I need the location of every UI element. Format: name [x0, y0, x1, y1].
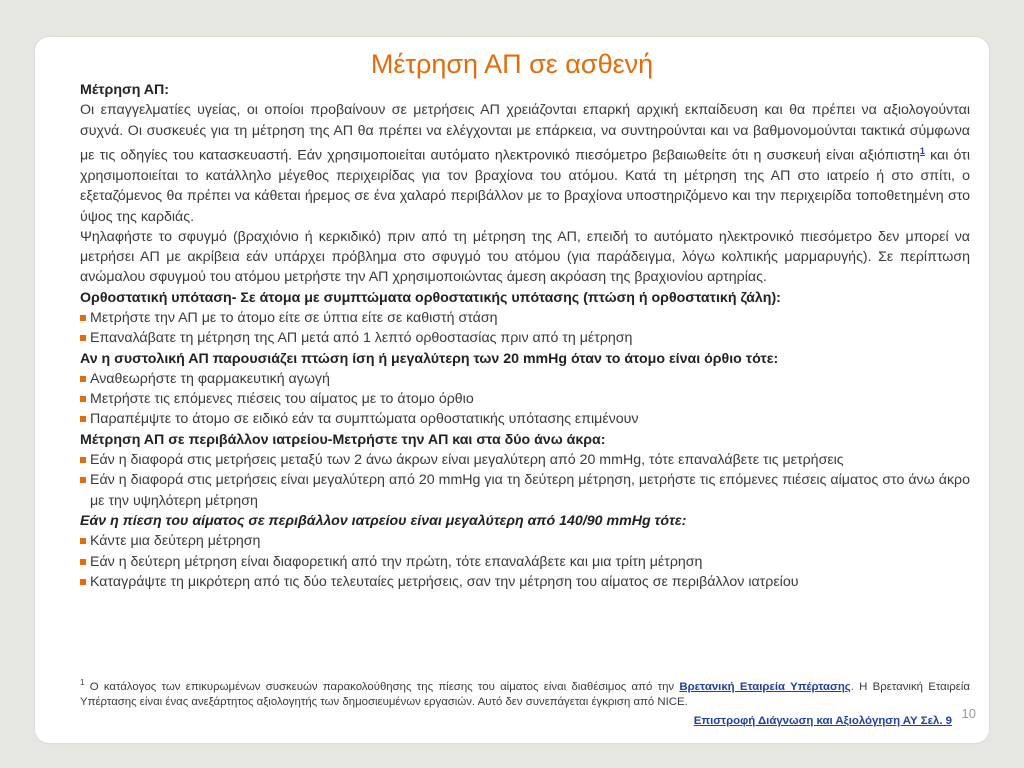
bullet-square-icon	[80, 579, 86, 585]
footnote-reference-link[interactable]: 1	[919, 145, 925, 156]
slide-title: Μέτρηση ΑΠ σε ασθενή	[370, 49, 654, 79]
bullet-text: Μετρήστε την ΑΠ με το άτομο είτε σε ύπτια είτε σε καθιστή στάση	[90, 310, 498, 326]
section-heading: Μέτρηση ΑΠ σε περιβάλλον ιατρείου-Μετρήστε την ΑΠ και στα δύο άνω άκρα:	[80, 431, 606, 448]
bullet-item	[80, 409, 970, 429]
bullet-item	[80, 369, 970, 389]
bullet-square-icon	[80, 335, 86, 341]
bullet-square-icon	[80, 396, 86, 402]
paragraph: Ψηλαφήστε το σφυγμό (βραχιόνιο ή κερκιδικό) πριν από τη μέτρηση της ΑΠ, επειδή το αυτόματο ηλεκτρονικό πιεσόμετρο δεν μπορεί να μετρήσει ΑΠ με ακρίβεια εάν υπάρχει πρόβλημα στο σφυγμό του ατόμου (για παράδειγμα, λόγω κολπικής μαρμαρυγής). Σε περίπτωση ανώμαλου σφυγμού του ατόμου μετρήστε την ΑΠ χρησιμοποιώντας άμεση ακρόαση της βραχιονίου αρτηρίας.	[80, 228, 970, 286]
bullet-text: Εάν η διαφορά στις μετρήσεις μεταξύ των 2 άνω άκρων είναι μεγαλύτερη από 20 mmHg, τότε επαναλάβετε τις μετρήσεις	[90, 452, 844, 469]
bullet-item	[80, 328, 970, 348]
bullet-text: Επαναλάβατε τη μέτρηση της ΑΠ μετά από 1 λεπτό ορθοστασίας πριν από τη μέτρηση	[90, 330, 633, 347]
page-number: 10	[961, 706, 976, 721]
bullet-square-icon	[80, 457, 86, 463]
bullet-square-icon	[80, 315, 86, 321]
slide-content	[80, 80, 970, 592]
paragraph-text: Οι επαγγελματίες υγείας, οι οποίοι προβαίνουν σε μετρήσεις ΑΠ χρειάζονται επαρκή αρχική εκπαίδευση και θα πρέπει να αξιολογούνται συχνά. Οι συσκευές για τη μέτρηση της ΑΠ θα πρέπει να ελέγχονται με επάρκεια, να συντηρούνται και να βαθμονομούνται τακτικά σύμφωνα με τις οδηγίες του κατασκευαστή. Εάν χρησιμοποιείται αυτόματο ηλεκτρονικό πιεσόμετρο βεβαιωθείτε ότι η συσκευή είναι αξιόπιστη	[80, 102, 970, 164]
footnote-number: 1	[80, 678, 85, 687]
bullet-item	[80, 470, 970, 511]
bullet-item	[80, 552, 970, 572]
bullet-item	[80, 308, 970, 328]
bullet-square-icon	[80, 416, 86, 422]
bullet-square-icon	[80, 538, 86, 544]
bullet-text: Αναθεωρήστε τη φαρμακευτική αγωγή	[90, 370, 330, 387]
footnote	[80, 675, 970, 710]
bullet-text: Παραπέμψτε το άτομο σε ειδικό εάν τα συμπτώματα ορθοστατικής υπότασης επιμένουν	[90, 411, 639, 428]
british-hypertension-society-link[interactable]: Βρετανική Εταιρεία Υπέρτασης	[679, 680, 851, 693]
bullet-square-icon	[80, 477, 86, 483]
bullet-square-icon	[80, 376, 86, 382]
bullet-item	[80, 572, 970, 592]
back-to-diagnosis-link[interactable]: Επιστροφή Διάγνωση και Αξιολόγηση ΑΥ Σελ. 9	[693, 715, 952, 727]
paragraph	[80, 100, 970, 227]
bullet-text: Εάν η διαφορά στις μετρήσεις είναι μεγαλύτερη από 20 mmHg για τη δεύτερη μέτρηση, μετρήστε τις επόμενες πιέσεις αίματος στο άνω άκρο με την υψηλότερη μέτρηση	[90, 472, 970, 509]
bullet-text: Μετρήστε τις επόμενες πιέσεις του αίματος με το άτομο όρθιο	[90, 391, 474, 408]
bullet-item	[80, 389, 970, 409]
bullet-item	[80, 531, 970, 551]
footnote-text: Ο κατάλογος των επικυρωμένων συσκευών παρακολούθησης της πίεσης του αίματος είναι διαθέσιμος από την	[84, 680, 680, 693]
section-heading: Αν η συστολική ΑΠ παρουσιάζει πτώση ίση ή μεγαλύτερη των 20 mmHg όταν το άτομο είναι όρθιο τότε:	[80, 350, 779, 367]
bullet-text: Εάν η δεύτερη μέτρηση είναι διαφορετική από την πρώτη, τότε επαναλάβετε και μια τρίτη μέτρηση	[90, 553, 703, 570]
section-heading: Μέτρηση ΑΠ:	[80, 82, 169, 98]
footnote-text: . Η Βρετανική Εταιρεία Υπέρτασης είναι ένας ανεξάρτητος αξιολογητής των δημοσιευμένων εργασιών. Αυτό δεν συνεπάγεται έγκριση από NICE.	[80, 680, 970, 708]
bullet-item	[80, 450, 970, 470]
bullet-text: Κάντε μια δεύτερη μέτρηση	[90, 533, 261, 550]
paragraph-text: και ότι χρησιμοποιείται το κατάλληλο μέγεθος περιχειρίδας για τον βραχίονα του ατόμου. Κατά τη μέτρηση της ΑΠ στο ιατρείο ή στο σπίτι, ο εξεταζόμενος θα πρέπει να κάθεται ήρεμος σε ένα χαλαρό περιβάλλον με το βραχίονα υποστηριζόμενο και την περιχειρίδα τοποθετημένη στο ύψος της καρδιάς.	[80, 147, 971, 225]
bullet-text: Καταγράψτε τη μικρότερη από τις δύο τελευταίες μετρήσεις, σαν την μέτρηση του αίματος σε περιβάλλον ιατρείου	[90, 573, 799, 590]
section-heading: Ορθοστατική υπόταση- Σε άτομα με συμπτώματα ορθοστατικής υπότασης (πτώση ή ορθοστατική ζάλη):	[80, 289, 781, 306]
section-heading: Εάν η πίεση του αίματος σε περιβάλλον ιατρείου είναι μεγαλύτερη από 140/90 mmHg τότε:	[80, 512, 687, 529]
bullet-square-icon	[80, 559, 86, 565]
